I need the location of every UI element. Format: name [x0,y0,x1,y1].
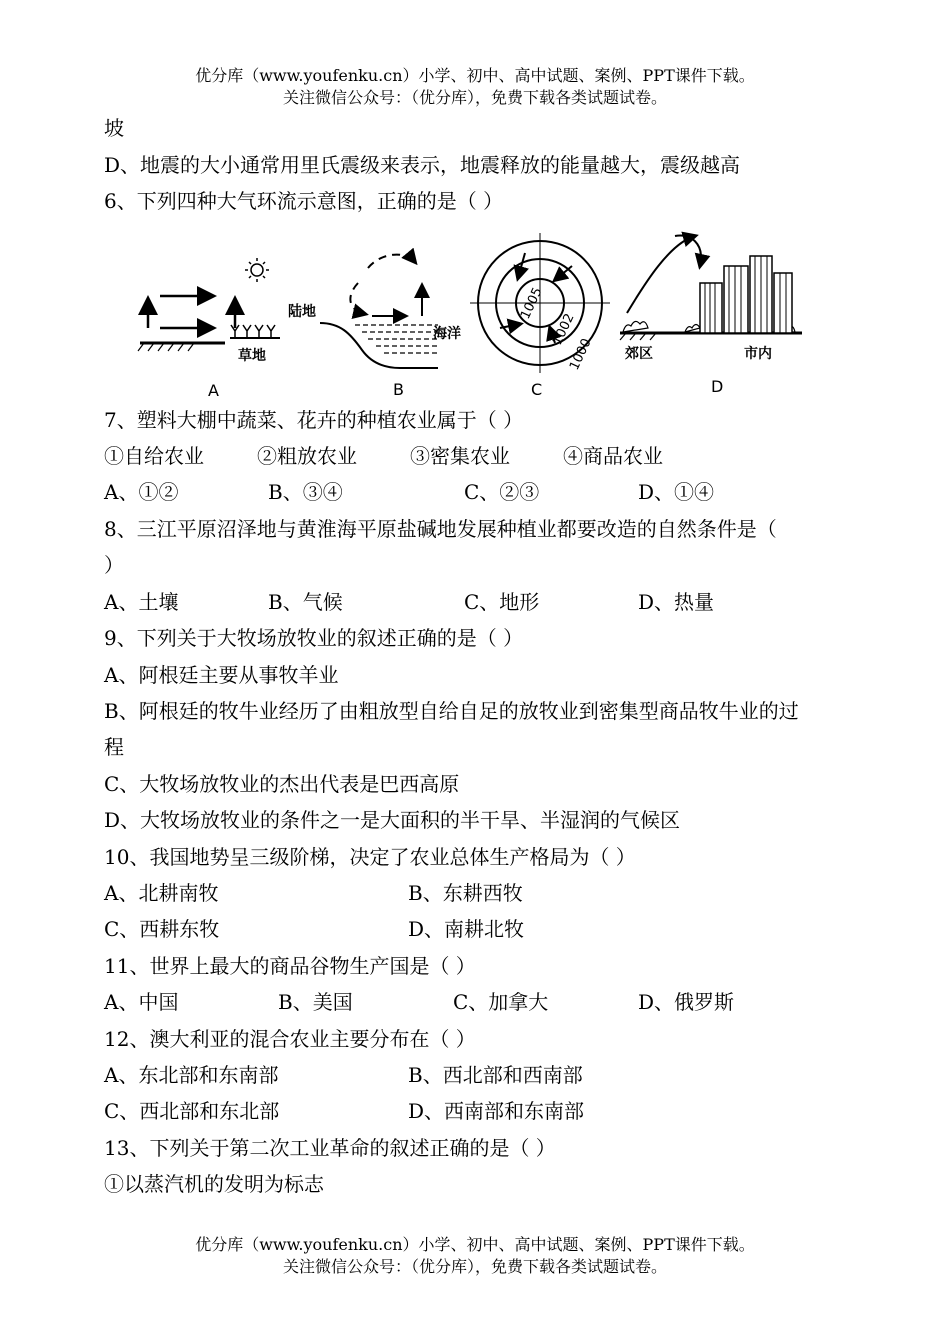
q5-continuation: 坡 [104,116,124,140]
isobar-1002: 1002 [550,311,578,348]
q11-option-b: B、美国 [278,990,353,1014]
figure-c-isobar-cyclone [470,233,610,399]
q10-stem: 10、我国地势呈三级阶梯，决定了农业总体生产格局为（ ） [104,845,636,869]
q11-stem: 11、世界上最大的商品谷物生产国是（ ） [104,954,476,978]
q8-option-b: B、气候 [268,590,343,614]
q7-option-b: B、③④ [268,480,343,504]
q10-option-d: D、南耕北牧 [408,917,525,941]
q10-option-c: C、西耕东牧 [104,917,220,941]
q12-option-c: C、西北部和东北部 [104,1099,280,1123]
q7-item-4: ④商品农业 [563,444,663,468]
q12-stem: 12、澳大利亚的混合农业主要分布在（ ） [104,1027,476,1051]
q9-option-a: A、阿根廷主要从事牧羊业 [104,663,339,687]
q11-option-d: D、俄罗斯 [638,990,735,1014]
q8-option-d: D、热量 [638,590,715,614]
figure-b-land-label: 陆地 [288,304,316,320]
q8-option-c: C、地形 [464,590,540,614]
figure-a-grassland-circulation [138,258,280,400]
sun-icon [245,258,269,282]
q7-item-2: ②粗放农业 [257,444,357,468]
q7-option-d: D、①④ [638,480,715,504]
figure-b-sea-label: 海洋 [433,326,461,342]
page-footer-line1: 优分库（www.youfenku.cn）小学、初中、高中试题、案例、PPT课件下载。 [195,1235,755,1254]
q9-option-d: D、大牧场放牧业的条件之一是大面积的半干旱、半湿润的气候区 [104,808,681,832]
q13-item-1: ①以蒸汽机的发明为标志 [104,1172,324,1196]
figure-d-suburb-label: 郊区 [625,346,653,362]
q8-stem: 8、三江平原沼泽地与黄淮海平原盐碱地发展种植业都要改造的自然条件是（ [104,517,777,541]
figure-b-label: B [393,380,404,399]
isobar-1005: 1005 [518,285,546,322]
q9-option-b: B、阿根廷的牧牛业经历了由粗放型自给自足的放牧业到密集型商品牧牛业的过 [104,699,799,723]
q8-stem-cont: ） [104,553,124,577]
q13-stem: 13、下列关于第二次工业革命的叙述正确的是（ ） [104,1136,556,1160]
figure-a-label: A [208,381,219,400]
q7-item-1: ①自给农业 [104,444,204,468]
figure-b-sea-breeze [288,255,461,399]
q11-option-c: C、加拿大 [453,990,549,1014]
q8-option-a: A、土壤 [104,590,179,614]
figure-d-city-label: 市内 [744,346,772,362]
q12-option-b: B、西北部和西南部 [408,1063,583,1087]
q9-option-b-cont: 程 [104,735,124,759]
q7-option-a: A、①② [104,480,179,504]
q6-stem: 6、下列四种大气环流示意图，正确的是（ ） [104,189,504,213]
q9-stem: 9、下列关于大牧场放牧业的叙述正确的是（ ） [104,626,524,650]
figure-d-label: D [711,377,724,396]
page-footer-line2: 关注微信公众号：（优分库），免费下载各类试题试卷。 [282,1257,667,1276]
q11-option-a: A、中国 [104,990,179,1014]
page-header-line2: 关注微信公众号：（优分库），免费下载各类试题试卷。 [282,88,667,107]
q10-option-a: A、北耕南牧 [104,881,219,905]
q12-option-a: A、东北部和东南部 [104,1063,279,1087]
q6-figure [130,228,820,408]
q12-option-d: D、西南部和东南部 [408,1099,585,1123]
q10-option-b: B、东耕西牧 [408,881,523,905]
q7-item-3: ③密集农业 [410,444,510,468]
figure-a-grass-label: 草地 [238,348,266,364]
q7-option-c: C、②③ [464,480,540,504]
q7-stem: 7、塑料大棚中蔬菜、花卉的种植农业属于（ ） [104,408,524,432]
q9-option-c: C、大牧场放牧业的杰出代表是巴西高原 [104,772,460,796]
isobar-1000: 1000 [567,336,595,373]
figure-d-heat-island [620,235,802,396]
page-header-line1: 优分库（www.youfenku.cn）小学、初中、高中试题、案例、PPT课件下载。 [195,66,755,85]
figure-c-label: C [531,380,543,399]
q5-option-d: D、地震的大小通常用里氏震级来表示，地震释放的能量越大，震级越高 [104,153,741,177]
